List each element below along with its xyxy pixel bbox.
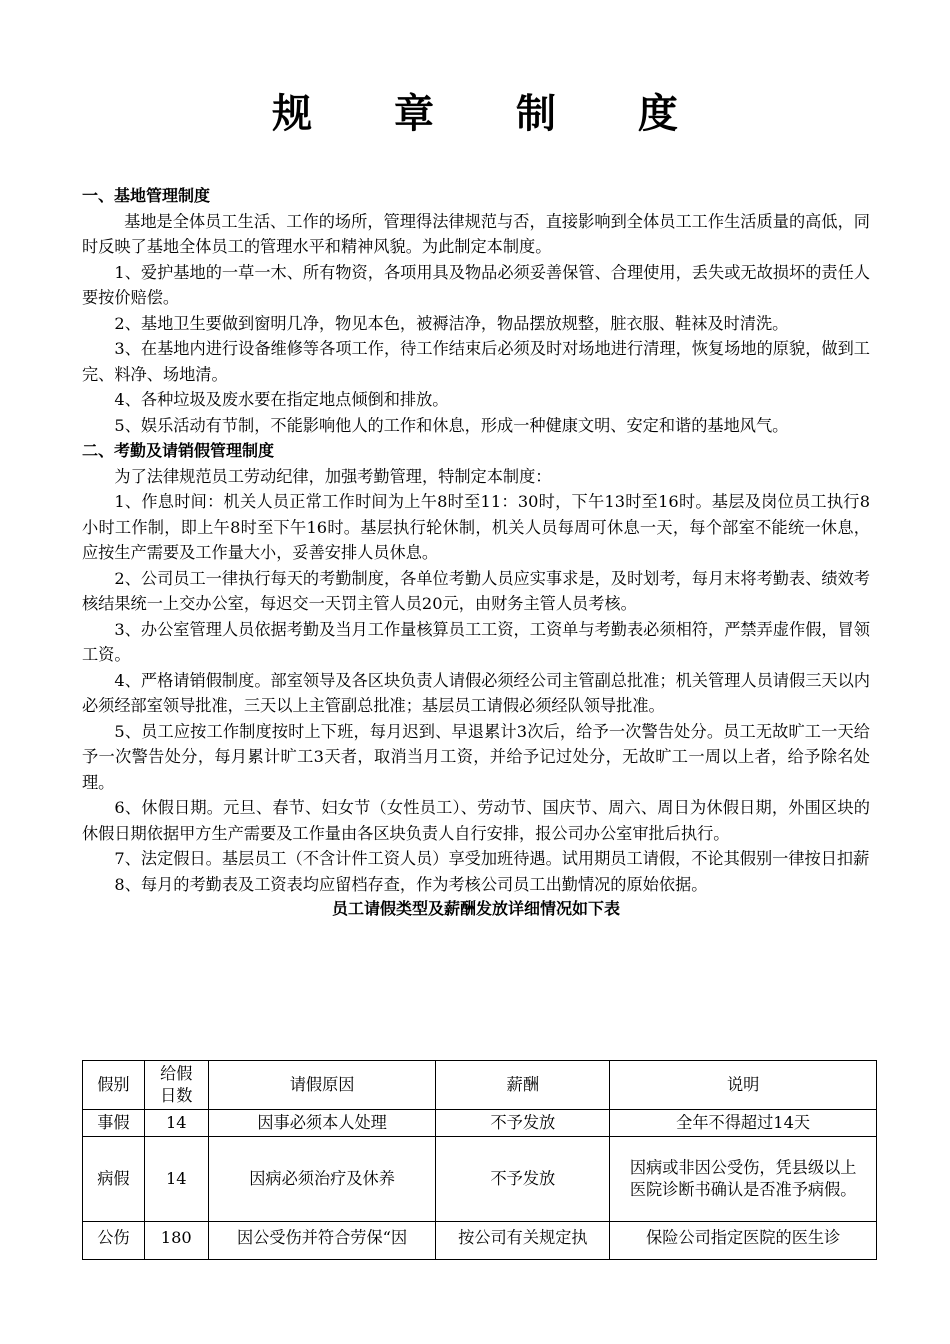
section2-paragraph: 1、作息时间：机关人员正常工作时间为上午8时至11：30时，下午13时至16时。基层及岗位员工执行8小时工作制，即上午8时至下午16时。基层执行轮休制，机关人员每周可休息一天，每个部室不能统一休息，应按生产需要及工作量大小，妥善安排人员休息。 [82,492,870,562]
table-header-cell: 请假原因 [208,1061,436,1110]
section2-paragraph: 为了法律规范员工劳动纪律，加强考勤管理，特制定本制度： [114,466,552,486]
table-cell: 因事必须本人处理 [208,1110,436,1137]
leave-types-table [82,1060,877,1260]
table-header-cell: 假别 [83,1061,145,1110]
table-header-cell: 给假日数 [144,1061,208,1110]
table-cell: 不予发放 [436,1137,610,1222]
table-row [83,1222,877,1260]
table-header-row [83,1061,877,1110]
section2-paragraph: 6、休假日期。元旦、春节、妇女节（女性员工）、劳动节、国庆节、周六、周日为休假日期，外围区块的休假日期依据甲方生产需要及工作量由各区块负责人自行安排，报公司办公室审批后执行。 [82,798,870,843]
section1-paragraph: 4、各种垃圾及废水要在指定地点倾倒和排放。 [114,390,449,409]
table-cell: 因病或非因公受伤，凭县级以上医院诊断书确认是否准予病假。 [610,1137,877,1222]
table-row [83,1137,877,1222]
section1-paragraph: 5、娱乐活动有节制，不能影响他人的工作和休息，形成一种健康文明、安定和谐的基地风气。 [114,415,789,435]
table-header-cell: 薪酬 [436,1061,610,1110]
table-cell: 病假 [83,1137,145,1222]
section2-paragraph: 4、严格请销假制度。部室领导及各区块负责人请假必须经公司主管副总批准；机关管理人员请假三天以内必须经部室领导批准，三天以上主管副总批准；基层员工请假必须经队领导批准。 [82,670,870,715]
section2-paragraph: 8、每月的考勤表及工资表均应留档存查，作为考核公司员工出勤情况的原始依据。 [114,874,708,894]
section2-paragraph: 5、员工应按工作制度按时上下班，每月迟到、早退累计3次后，给予一次警告处分。员工无故旷工一天给予一次警告处分，每月累计旷工3天者，取消当月工资，并给予记过处分，无故旷工一周以上者，给予除名处理。 [82,721,870,792]
table-cell: 180 [144,1222,208,1260]
section2-paragraph: 7、法定假日。基层员工（不含计件工资人员）享受加班待遇。试用期员工请假，不论其假别一律按日扣薪 [114,849,870,868]
section1-paragraph: 3、在基地内进行设备维修等各项工作，待工作结束后必须及时对场地进行清理，恢复场地的原貌，做到工完、料净、场地清。 [82,339,870,384]
section1-paragraph: 1、爱护基地的一草一木、所有物资，各项用具及物品必须妥善保管、合理使用，丢失或无故损坏的责任人要按价赔偿。 [82,262,870,307]
section1-heading: 一、基地管理制度 [82,186,211,205]
page-title: 规 章 制 度 [272,91,712,137]
section2-paragraph: 2、公司员工一律执行每天的考勤制度，各单位考勤人员应实事求是，及时划考，每月末将考勤表、绩效考核结果统一上交办公室，每迟交一天罚主管人员20元，由财务主管人员考核。 [82,568,870,613]
table-cell: 公伤 [83,1222,145,1260]
section1-paragraph: 2、基地卫生要做到窗明几净，物见本色，被褥洁净，物品摆放规整，脏衣服、鞋袜及时清洗。 [114,313,789,333]
table-cell: 事假 [83,1110,145,1137]
table-cell: 14 [144,1137,208,1222]
section2-paragraph: 3、办公室管理人员依据考勤及当月工作量核算员工工资，工资单与考勤表必须相符，严禁弄虚作假，冒领工资。 [82,619,870,664]
table-header-cell: 说明 [610,1061,877,1110]
table-cell: 14 [144,1110,208,1137]
table-caption: 员工请假类型及薪酬发放详细情况如下表 [331,899,620,918]
table-row [83,1110,877,1137]
table-cell: 因公受伤并符合劳保“因 [208,1222,436,1260]
document-body [82,183,870,921]
table-cell: 保险公司指定医院的医生诊 [610,1222,877,1260]
section1-paragraph: 基地是全体员工生活、工作的场所，管理得法律规范与否，直接影响到全体员工工作生活质量的高低，同时反映了基地全体员工的管理水平和精神风貌。为此制定本制度。 [82,211,870,256]
table-cell: 全年不得超过14天 [610,1110,877,1137]
table-cell: 不予发放 [436,1110,610,1137]
table-cell: 因病必须治疗及休养 [208,1137,436,1222]
section2-heading: 二、考勤及请销假管理制度 [82,441,275,460]
table-cell: 按公司有关规定执 [436,1222,610,1260]
